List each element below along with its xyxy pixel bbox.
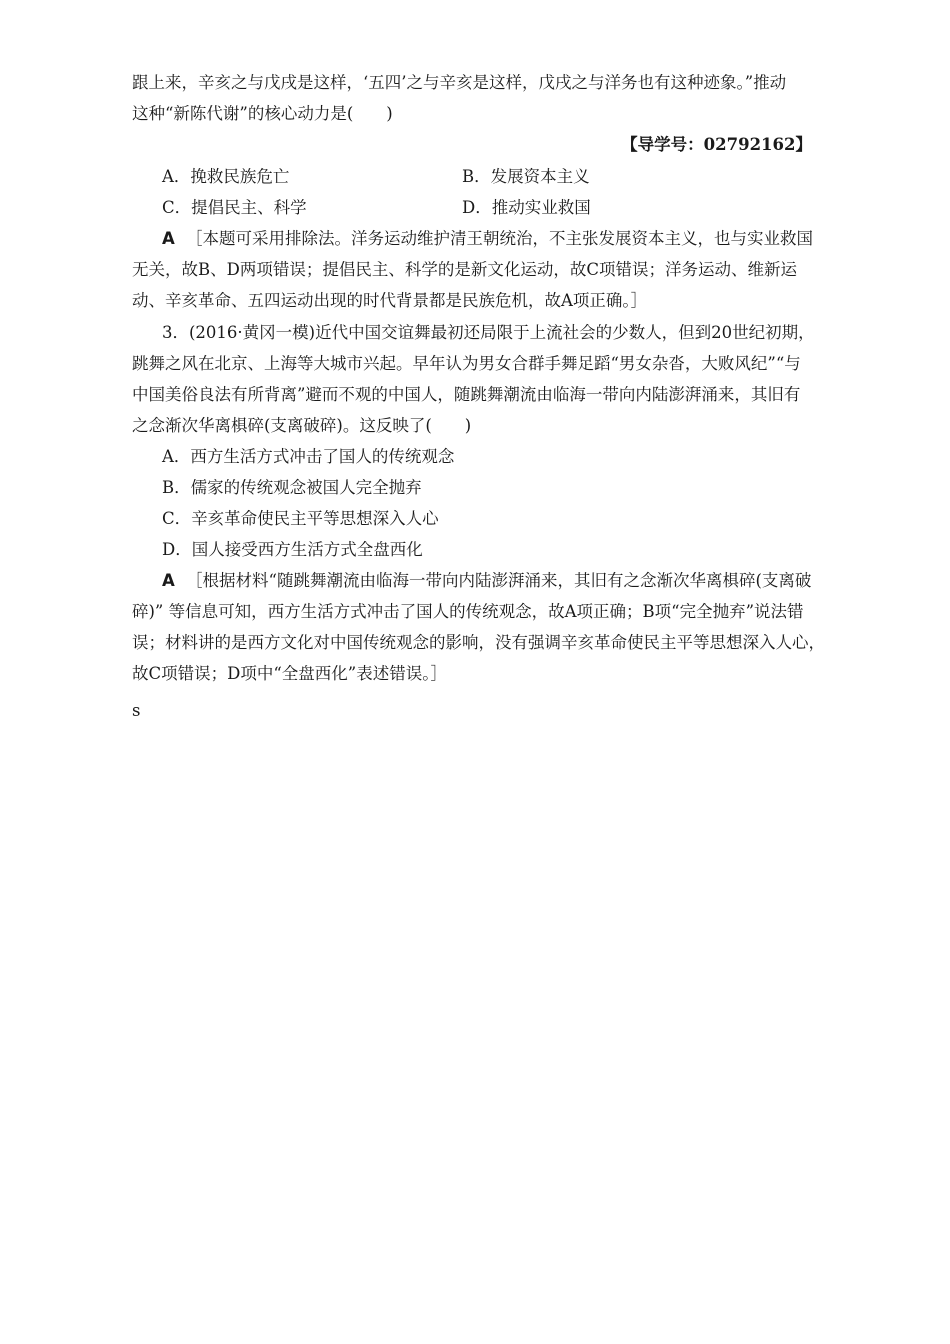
q3-explanation-2: 碎)” 等信息可知，西方生活方式冲击了国人的传统观念，故A项正确；B项“完全抛弃”说法错 xyxy=(132,602,804,621)
q2-answer: A xyxy=(162,229,175,248)
q3-explanation-4: 故C项错误；D项中“全盘西化”表述错误。］ xyxy=(132,664,447,683)
q3-stem-2: 跳舞之风在北京、上海等大城市兴起。早年认为男女合群手舞足蹈“男女杂沓，大败风纪”“与 xyxy=(132,354,801,373)
q3-explanation-1: ［根据材料“随跳舞潮流由临海一带向内陆澎湃涌来，其旧有之念渐次华离椇碎(支离破 xyxy=(186,571,812,590)
q3-stem-3: 中国美俗良法有所背离”避而不观的中国人，随跳舞潮流由临海一带向内陆澎湃涌来，其旧有 xyxy=(132,385,801,404)
q3-explanation-3: 误；材料讲的是西方文化对中国传统观念的影响，没有强调辛亥革命使民主平等思想深入人心， xyxy=(132,633,825,652)
q3-stem-4: 之念渐次华离椇碎(支离破碎)。这反映了( ) xyxy=(132,416,472,435)
q2-option-d: D．推动实业救国 xyxy=(462,198,591,217)
q3-answer: A xyxy=(162,571,175,590)
q3-option-a: A．西方生活方式冲击了国人的传统观念 xyxy=(162,447,455,466)
guide-number: 【导学号：02792162】 xyxy=(621,135,812,154)
q3-option-c: C．辛亥革命使民主平等思想深入人心 xyxy=(162,509,439,528)
q3-option-b: B．儒家的传统观念被国人完全抛弃 xyxy=(162,478,422,497)
q2-explanation-1: ［本题可采用排除法。洋务运动维护清王朝统治，不主张发展资本主义，也与实业救国 xyxy=(186,229,814,248)
footer-mark: s xyxy=(132,701,141,720)
intro-line-2: 这种“新陈代谢”的核心动力是( ) xyxy=(132,104,393,123)
q2-answer-line-1 xyxy=(162,228,813,250)
intro-line-1: 跟上来，辛亥之与戊戌是这样，‘五四’之与辛亥是这样，戊戌之与洋务也有这种迹象。”推动 xyxy=(132,73,787,92)
q3-option-d: D．国人接受西方生活方式全盘西化 xyxy=(162,540,423,559)
q2-explanation-3: 动、辛亥革命、五四运动出现的时代背景都是民族危机，故A项正确。］ xyxy=(132,291,648,310)
q2-explanation-2: 无关，故B、D两项错误；提倡民主、科学的是新文化运动，故C项错误；洋务运动、维新运 xyxy=(132,260,797,279)
q3-stem-1: 3．(2016·黄冈一模)近代中国交谊舞最初还局限于上流社会的少数人，但到20世纪初期， xyxy=(162,323,815,342)
q2-option-a: A．挽救民族危亡 xyxy=(162,167,290,186)
q3-answer-line-1 xyxy=(162,570,811,592)
q2-option-b: B．发展资本主义 xyxy=(462,167,590,186)
q2-option-c: C．提倡民主、科学 xyxy=(162,198,307,217)
